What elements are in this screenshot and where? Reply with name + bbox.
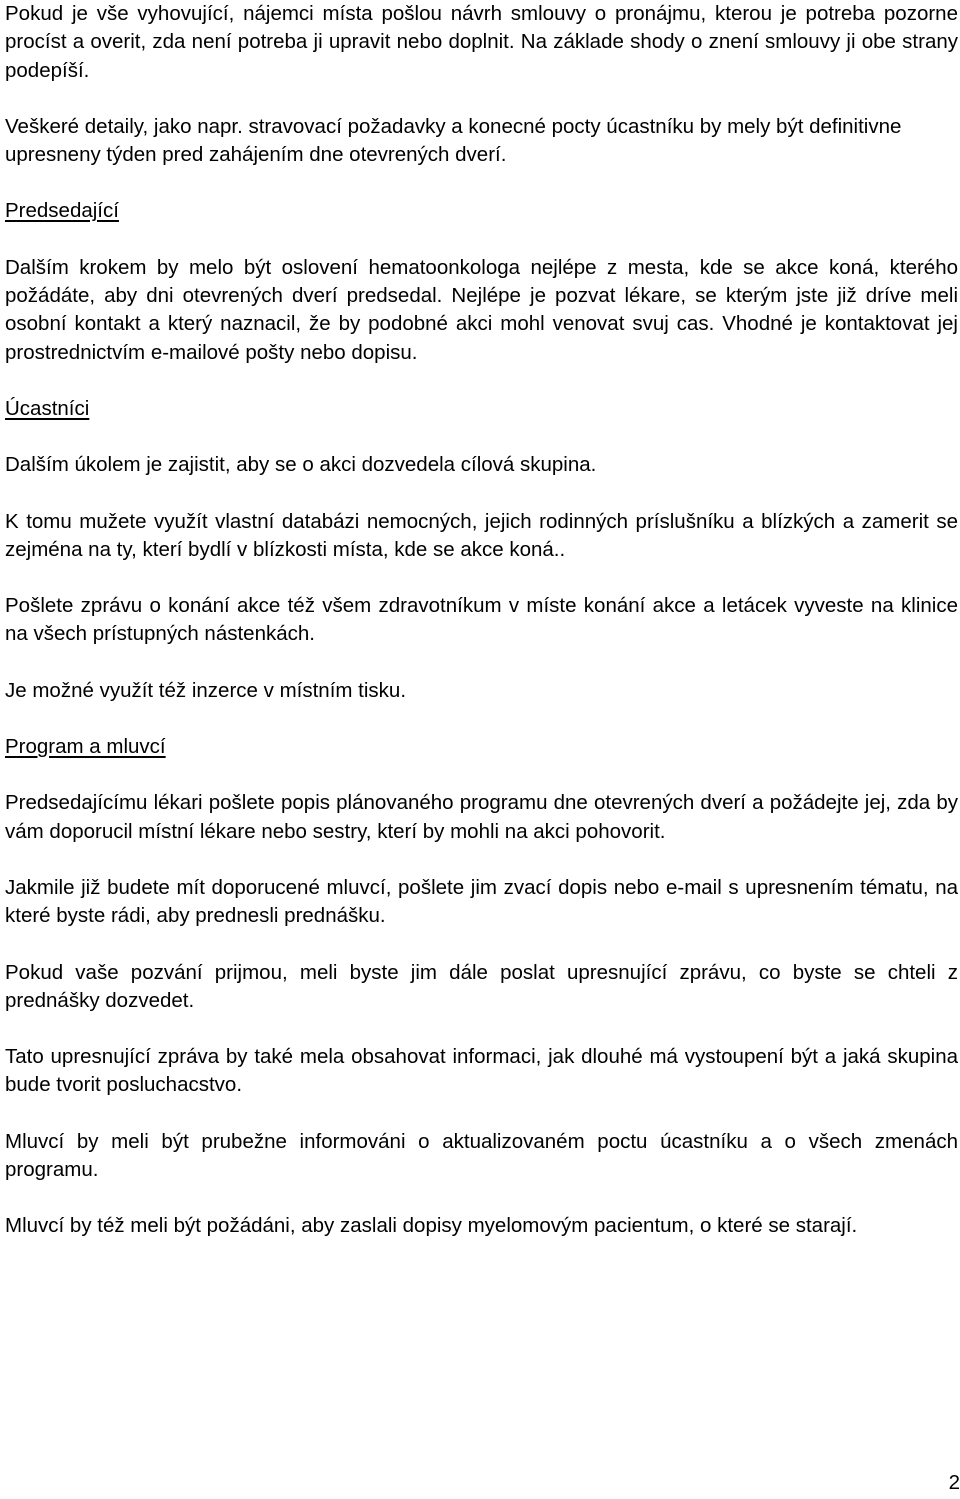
- participants-paragraph-4: Je možné využít též inzerce v místním tisku.: [5, 678, 407, 702]
- intro-paragraph-1: Pokud je vše vyhovující, nájemci místa pošlou návrh smlouvy o pronájmu, kterou je potreba pozorne procíst a overit, zda není potreba ji upravit nebo doplnit. Na základe shody o znení smlouvy ji obe strany podepíší.: [5, 2, 958, 82]
- participants-paragraph-1: Dalším úkolem je zajistit, aby se o akci dozvedela cílová skupina.: [5, 453, 597, 477]
- chair-paragraph-1: Dalším krokem by melo být oslovení hematoonkologa nejlépe z mesta, kde se akce koná, kterého požádáte, aby dni otevrených dverí predsedal. Nejlépe je pozvat lékare, se kterým jste již dríve meli osobní kontakt a který naznacil, že by podobné akci mohl venovat svuj cas. Vhodné je kontaktovat jej prostrednictvím e-mailové pošty nebo dopisu.: [5, 255, 958, 364]
- participants-paragraph-3: Pošlete zprávu o konání akce též všem zdravotníkum v míste konání akce a letácek vyveste na klinice na všech prístupných nástenkách.: [5, 594, 958, 646]
- program-paragraph-6: Mluvcí by též meli být požádáni, aby zaslali dopisy myelomovým pacientum, o které se starají.: [5, 1214, 858, 1238]
- program-paragraph-5: Mluvcí by meli být prubežne informováni o aktualizovaném poctu úcastníku a o všech zmenách programu.: [5, 1129, 958, 1182]
- program-paragraph-2: Jakmile již budete mít doporucené mluvcí, pošlete jim zvací dopis nebo e-mail s upresnením tématu, na které byste rádi, aby prednesli prednášku.: [5, 875, 958, 928]
- program-paragraph-1: Predsedajícímu lékari pošlete popis plánovaného programu dne otevrených dverí a požádejte jej, zda by vám doporucil místní lékare nebo sestry, kterí by mohli na akci pohovorit.: [5, 791, 958, 843]
- document-page: [5, 0, 958, 1241]
- section-heading-program: Program a mluvcí: [5, 735, 166, 759]
- program-paragraph-4: Tato upresnující zpráva by také mela obsahovat informaci, jak dlouhé má vystoupení být a jaká skupina bude tvorit posluchacstvo.: [5, 1045, 958, 1097]
- program-paragraph-3: Pokud vaše pozvání prijmou, meli byste jim dále poslat upresnující zprávu, co byste se chteli z prednášky dozvedet.: [5, 960, 958, 1012]
- intro-paragraph-2: Veškeré detaily, jako napr. stravovací požadavky a konecné pocty úcastníku by mely být definitivne upresneny týden pred zahájením dne otevrených dverí.: [5, 114, 902, 167]
- page-number: 2: [948, 1471, 960, 1494]
- participants-paragraph-2: K tomu mužete využít vlastní databázi nemocných, jejich rodinných príslušníku a blízkých a zamerit se zejména na ty, kterí bydlí v blízkosti místa, kde se akce koná..: [5, 509, 958, 561]
- section-heading-participants: Úcastníci: [5, 396, 90, 420]
- section-heading-chair: Predsedající: [5, 199, 119, 223]
